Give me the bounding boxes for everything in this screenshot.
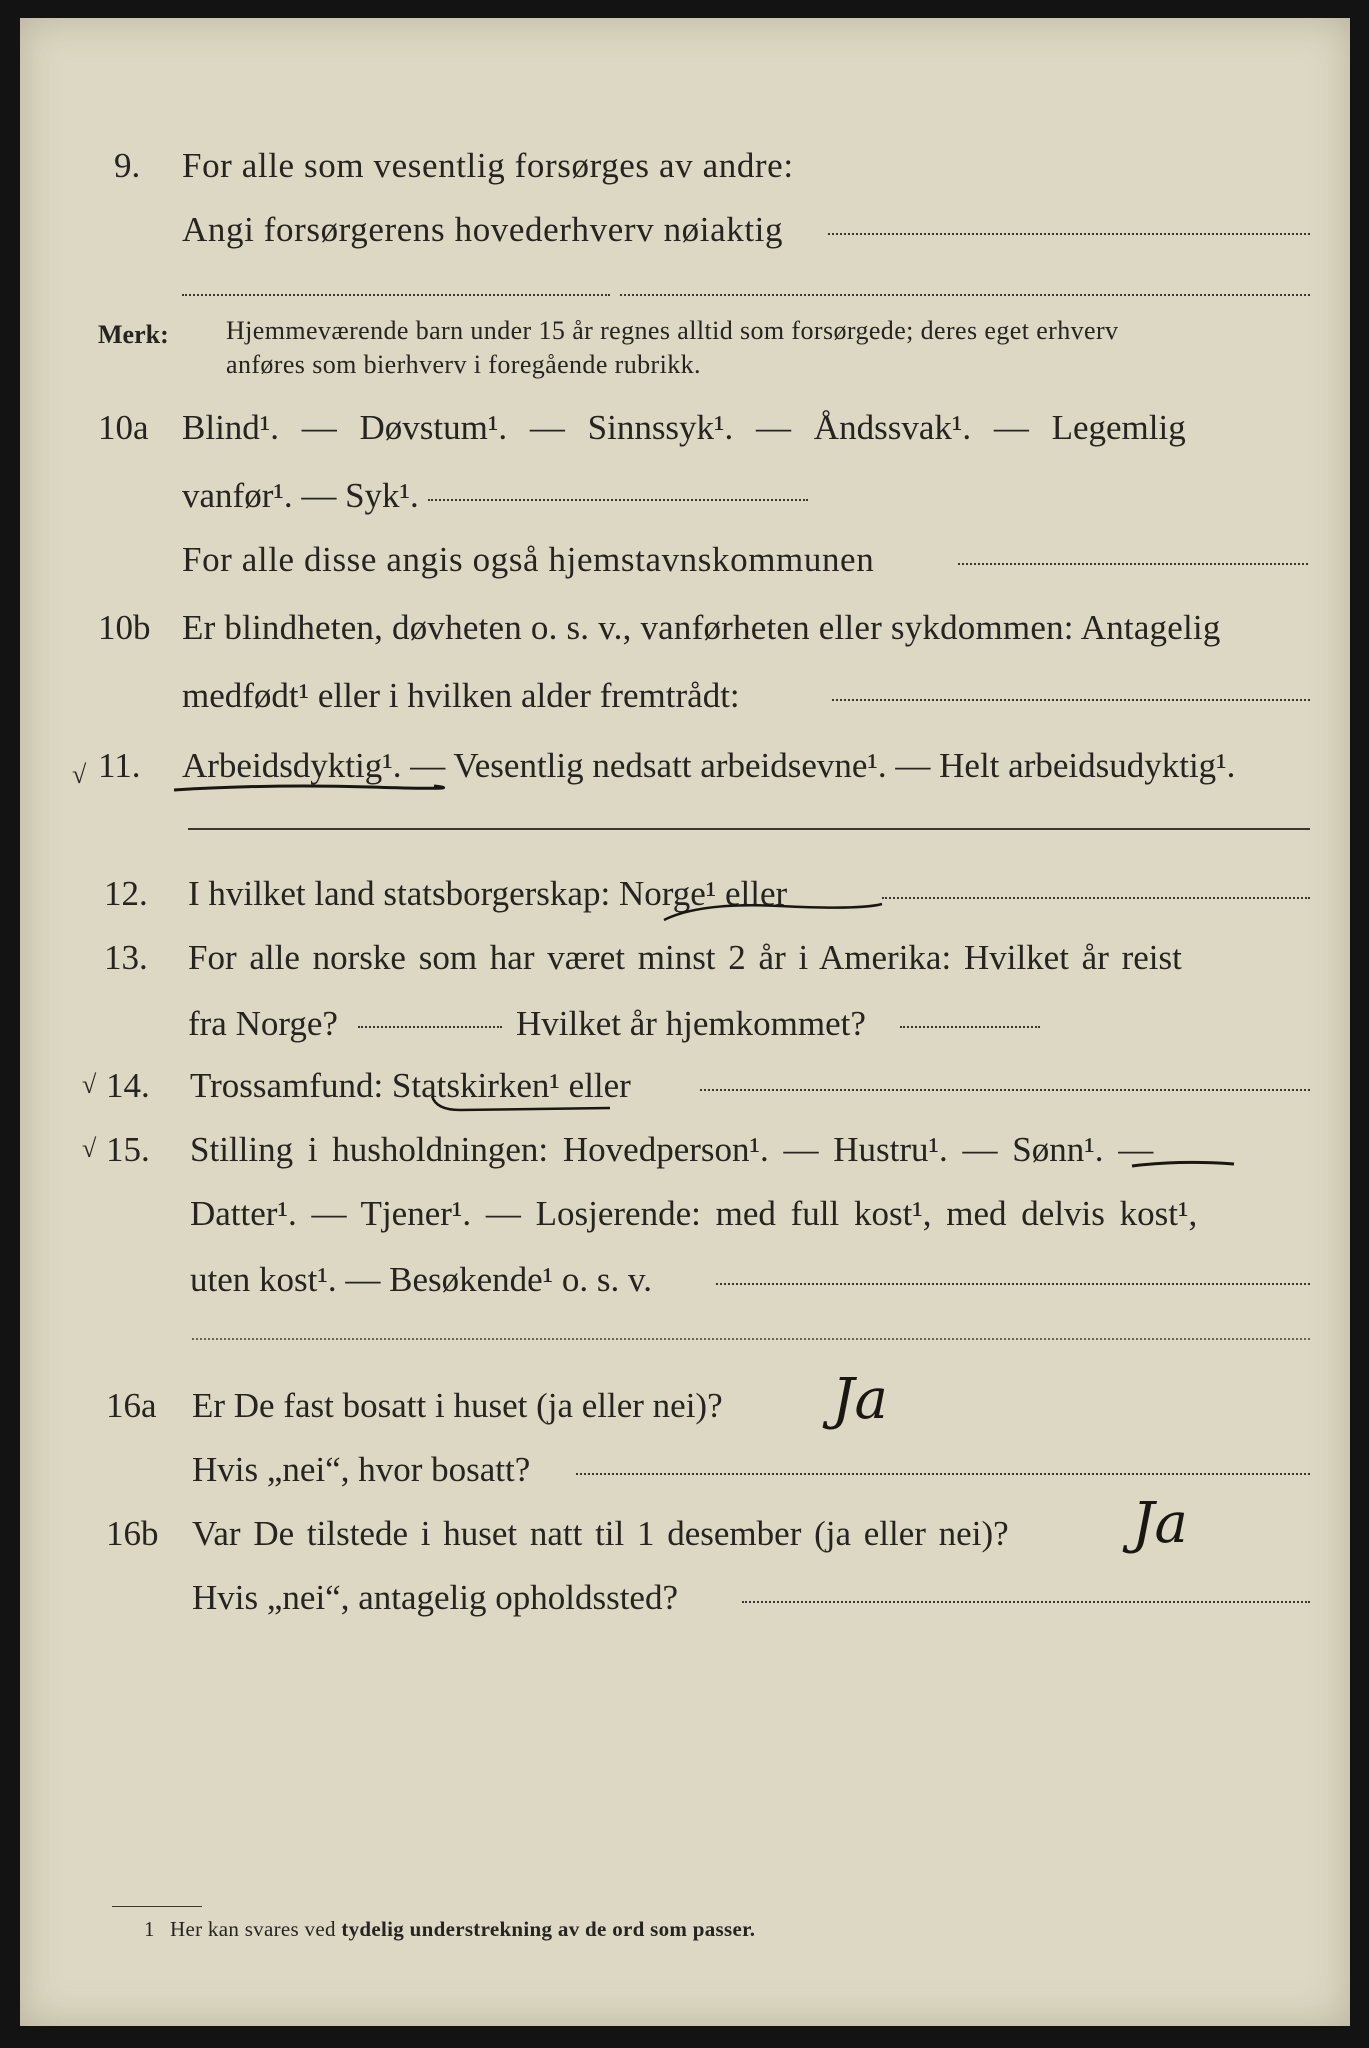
q10b-answer-line <box>832 699 1310 701</box>
q10a-answer-line-2 <box>958 563 1308 565</box>
q15-answer-line <box>716 1283 1310 1285</box>
q9-line-1: For alle som vesentlig forsørges av andre: <box>182 146 794 185</box>
q10b-line-1: Er blindheten, døvheten o. s. v., vanførheten eller sykdommen: Antagelig <box>182 608 1221 647</box>
q15-separator <box>192 1338 1310 1340</box>
q9-answer-line-2b <box>620 294 1310 296</box>
q14-check-mark: √ <box>82 1070 97 1099</box>
q10a-line-2: vanfør¹. — Syk¹. <box>182 476 419 515</box>
q16a-line-2: Hvis „nei“, hvor bosatt? <box>192 1450 531 1489</box>
q10a-line-3: For alle disse angis også hjemstavnskommunen <box>182 540 875 579</box>
merk-line-2: anføres som bierhverv i foregående rubrikk. <box>226 350 701 379</box>
q16b-answer-line <box>742 1601 1310 1603</box>
q15-check-mark: √ <box>82 1134 97 1163</box>
q12-answer-line <box>882 897 1310 899</box>
q10a-answer-line-1 <box>428 499 808 501</box>
q12-number: 12. <box>104 874 148 913</box>
q16a-line-1: Er De fast bosatt i huset (ja eller nei)? <box>192 1386 723 1425</box>
q9-line-2: Angi forsørgerens hovederhverv nøiaktig <box>182 210 784 249</box>
q16a-number: 16a <box>106 1386 157 1425</box>
q13-answer-line-2 <box>900 1026 1040 1028</box>
q9-answer-line-2a <box>182 294 610 296</box>
footnote-text-post: av de ord som passer. <box>557 1917 756 1941</box>
footnote-rule <box>112 1906 202 1907</box>
q15-number: 15. <box>106 1130 150 1169</box>
merk-line-1: Hjemmeværende barn under 15 år regnes alltid som forsørgede; deres eget erhverv <box>226 316 1119 345</box>
q12-line-1: I hvilket land statsborgerskap: Norge¹ eller <box>188 874 788 913</box>
q14-handwritten-underline <box>430 1092 620 1116</box>
q16b-line-2: Hvis „nei“, antagelig opholdssted? <box>192 1578 678 1617</box>
footnote-text-bold: tydelig understrekning <box>341 1917 553 1941</box>
q15-line-1: Stilling i husholdningen: Hovedperson¹. — Hustru¹. — Sønn¹. — <box>190 1130 1154 1169</box>
q14-line-1: Trossamfund: Statskirken¹ eller <box>190 1066 631 1105</box>
q10b-number: 10b <box>98 608 151 647</box>
q13-line-1: For alle norske som har været minst 2 år i Amerika: Hvilket år reist <box>188 938 1182 977</box>
footnote-text <box>170 1916 755 1942</box>
merk-label: Merk: <box>98 320 169 349</box>
q11-number: 11. <box>98 746 141 785</box>
footnote-marker: 1 <box>144 1917 155 1941</box>
q16a-answer-line <box>576 1473 1310 1475</box>
footnote-text-pre: Her kan svares ved <box>170 1917 336 1941</box>
q14-answer-line <box>700 1089 1310 1091</box>
q13-line-2a: fra Norge? <box>188 1004 338 1043</box>
q11-check-mark: √ <box>72 760 87 789</box>
q13-line-2b: Hvilket år hjemkommet? <box>516 1004 866 1043</box>
q12-handwritten-underline <box>660 898 890 928</box>
q16b-number: 16b <box>106 1514 159 1553</box>
q16b-handwritten-answer: Ja <box>1132 1491 1188 1556</box>
census-form-page <box>20 18 1350 2026</box>
q9-answer-line <box>828 233 1310 235</box>
q15-handwritten-underline <box>1130 1154 1240 1174</box>
q13-number: 13. <box>104 938 148 977</box>
q14-number: 14. <box>106 1066 150 1105</box>
q16a-handwritten-answer: Ja <box>832 1367 888 1432</box>
q9-number: 9. <box>114 146 141 185</box>
q10a-number: 10a <box>98 408 149 447</box>
q11-separator <box>188 828 1310 830</box>
q13-answer-line-1 <box>358 1026 502 1028</box>
q10b-line-2: medfødt¹ eller i hvilken alder fremtrådt: <box>182 676 740 715</box>
q15-line-2: Datter¹. — Tjener¹. — Losjerende: med full kost¹, med delvis kost¹, <box>190 1194 1198 1233</box>
q11-handwritten-underline <box>170 778 440 798</box>
q15-line-3: uten kost¹. — Besøkende¹ o. s. v. <box>190 1260 653 1299</box>
q16b-line-1: Var De tilstede i huset natt til 1 desember (ja eller nei)? <box>192 1514 1009 1553</box>
q10a-line-1: Blind¹. — Døvstum¹. — Sinnssyk¹. — Åndssvak¹. — Legemlig <box>182 408 1186 447</box>
q11-line-1: Arbeidsdyktig¹. — Vesentlig nedsatt arbeidsevne¹. — Helt arbeidsudyktig¹. <box>182 746 1236 785</box>
